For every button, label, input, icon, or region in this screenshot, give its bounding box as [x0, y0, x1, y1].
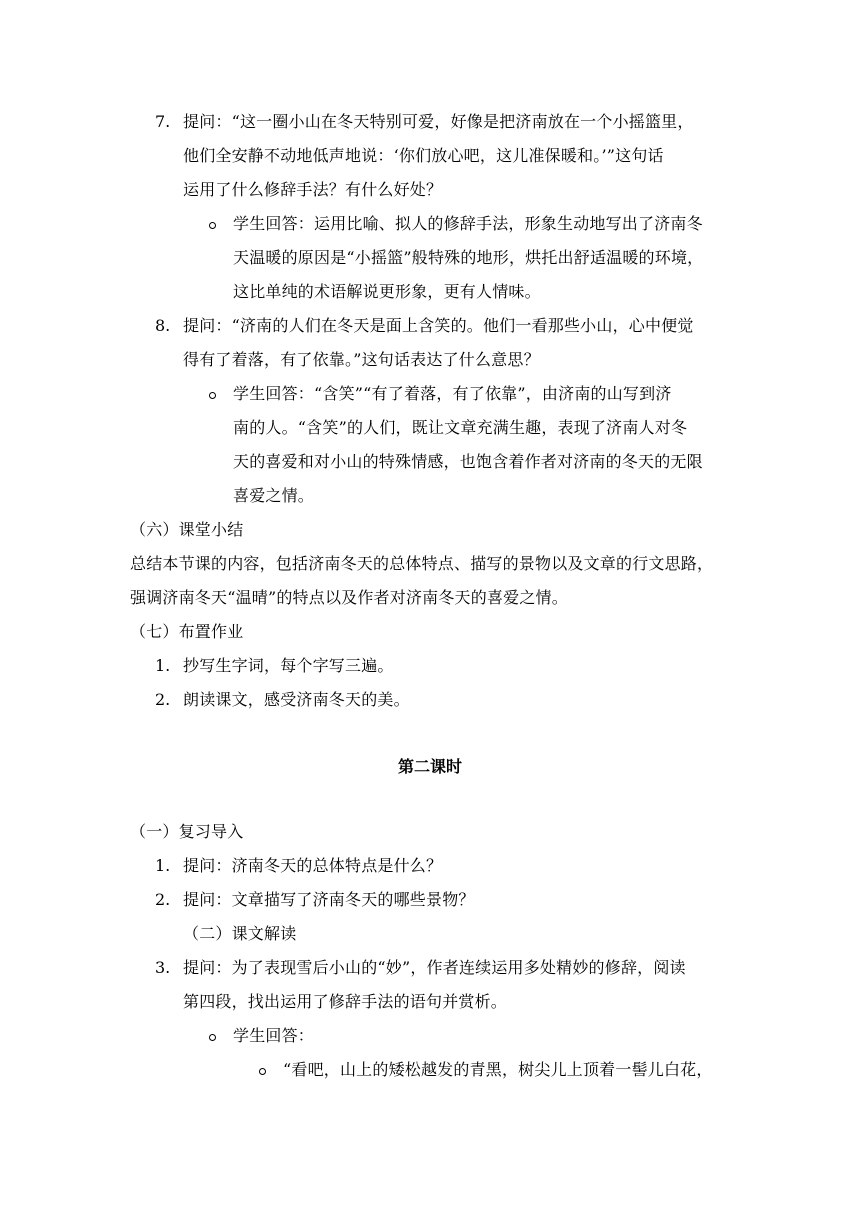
quote-line: “看吧，山上的矮松越发的青黑，树尖儿上顶着一髻儿白花， — [283, 1060, 713, 1079]
question-line: 提问：“济南的人们在冬天是面上含笑的。他们一看那些小山，心中便觉 — [183, 316, 694, 335]
homework-item: 抄写生字词，每个字写三遍。 — [183, 656, 394, 675]
question-line: 提问：文章描写了济南冬天的哪些景物？ — [183, 890, 475, 909]
item-number: 1. — [155, 856, 171, 875]
answer-line: 天温暖的原因是“小摇篮”般特殊的地形，烘托出舒适温暖的环境， — [233, 248, 704, 267]
lesson-heading: 第二课时 — [397, 757, 462, 776]
answer-line: 学生回答：运用比喻、拟人的修辞手法，形象生动地写出了济南冬 — [233, 214, 703, 233]
paragraph-line: 总结本节课的内容，包括济南冬天的总体特点、描写的景物以及文章的行文思路， — [130, 554, 714, 573]
question-line: 得有了着落，有了依靠。”这句话表达了什么意思？ — [183, 350, 540, 369]
answer-line: 南的人。“含笑”的人们，既让文章充满生趣，表现了济南人对冬 — [233, 418, 688, 437]
question-line: 运用了什么修辞手法？有什么好处？ — [183, 180, 443, 199]
item-number: 2. — [155, 890, 171, 909]
item-number: 8. — [155, 316, 171, 335]
question-line: 提问：“这一圈小山在冬天特别可爱，好像是把济南放在一个小摇篮里， — [183, 112, 694, 131]
answer-line: 学生回答：“含笑”“有了着落，有了依靠”，由济南的山写到济 — [233, 384, 672, 403]
question-line: 他们全安静不动地低声地说：‘你们放心吧，这儿准保暖和。’”这句话 — [183, 146, 664, 165]
item-number: 1. — [155, 656, 171, 675]
answer-line: 天的喜爱和对小山的特殊情感，也饱含着作者对济南的冬天的无限 — [233, 452, 703, 471]
section-title: （二）课文解读 — [183, 924, 297, 943]
item-number: 3. — [155, 958, 171, 977]
question-line: 提问：为了表现雪后小山的“妙”，作者连续运用多处精妙的修辞，阅读 — [183, 958, 686, 977]
bullet-icon — [259, 1068, 266, 1075]
bullet-icon — [209, 1034, 216, 1041]
answer-line: 喜爱之情。 — [233, 486, 315, 505]
bullet-icon — [209, 392, 216, 399]
answer-line: 这比单纯的术语解说更形象，更有人情味。 — [233, 282, 541, 301]
question-line: 提问：济南冬天的总体特点是什么？ — [183, 856, 443, 875]
item-number: 7. — [155, 112, 171, 131]
section-title: （六）课堂小结 — [130, 520, 244, 539]
question-line: 第四段，找出运用了修辞手法的语句并赏析。 — [183, 992, 508, 1011]
paragraph-line: 强调济南冬天“温晴”的特点以及作者对济南冬天的喜爱之情。 — [130, 588, 568, 607]
section-title: （一）复习导入 — [130, 822, 244, 841]
section-title: （七）布置作业 — [130, 622, 244, 641]
answer-label: 学生回答： — [233, 1026, 315, 1045]
bullet-icon — [209, 222, 216, 229]
homework-item: 朗读课文，感受济南冬天的美。 — [183, 690, 410, 709]
item-number: 2. — [155, 690, 171, 709]
